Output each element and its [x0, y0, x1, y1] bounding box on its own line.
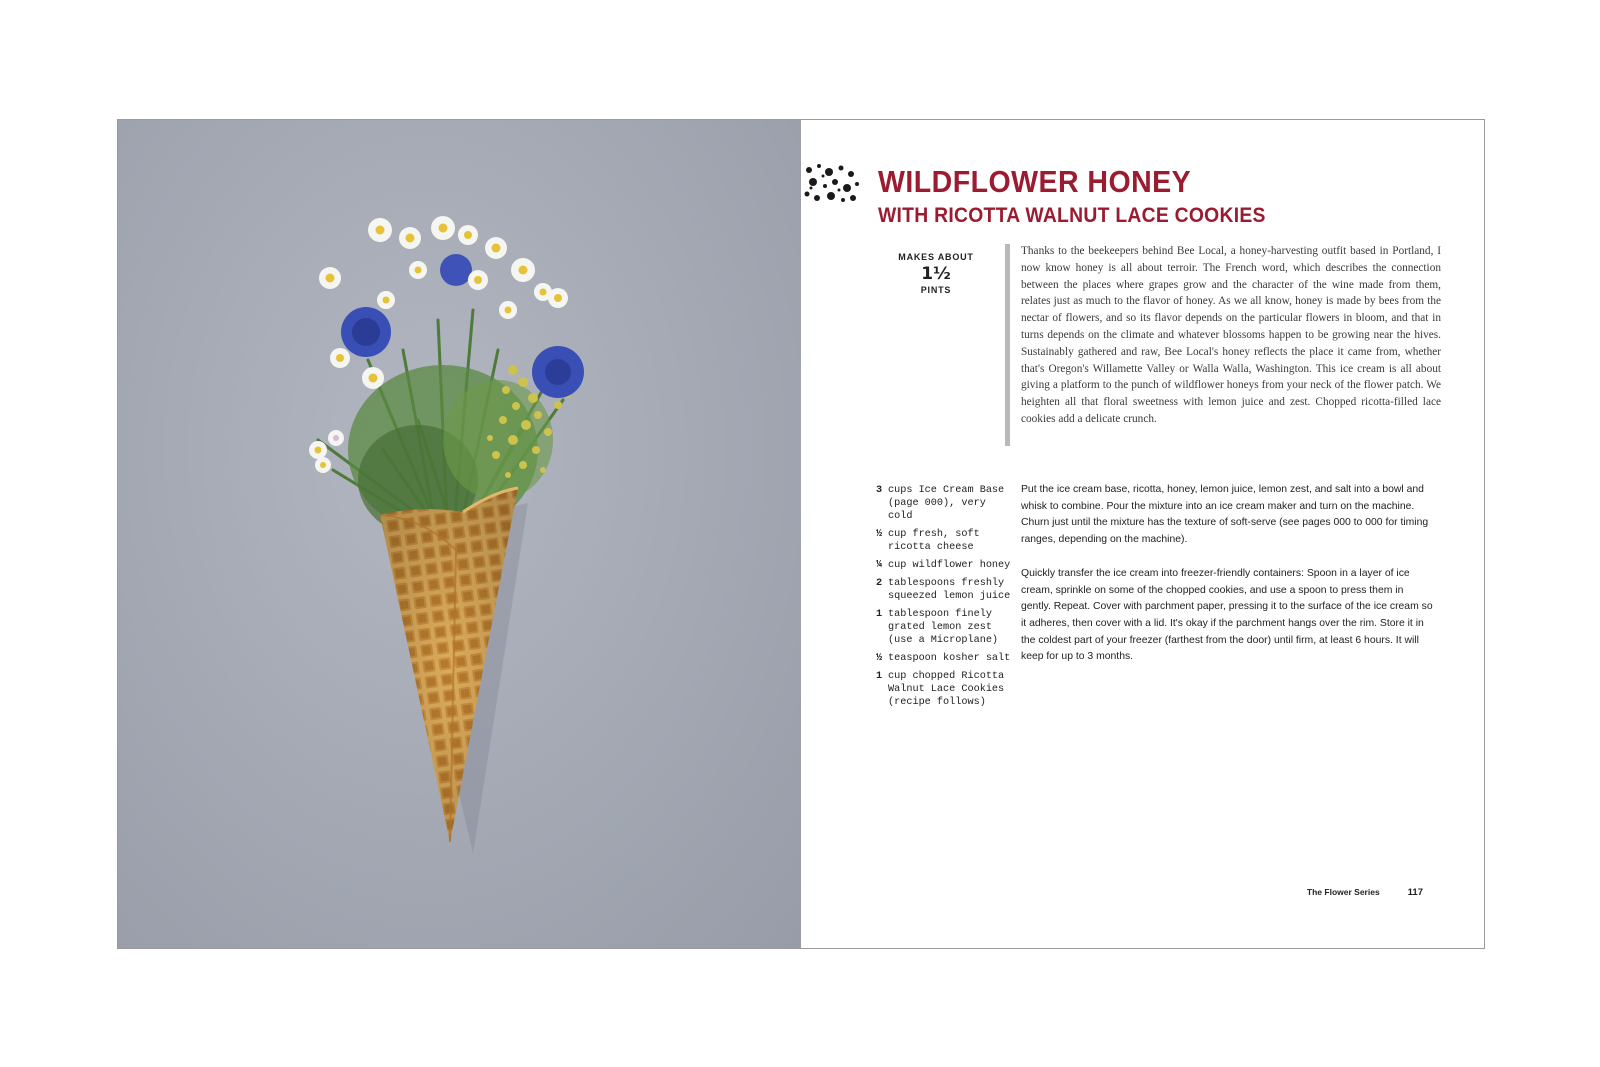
recipe-subtitle: WITH RICOTTA WALNUT LACE COOKIES [878, 204, 1266, 227]
ingredient-qty: 1 [876, 609, 883, 620]
ingredient-item [876, 528, 1016, 554]
yield-amount: 1½ [921, 264, 951, 284]
ingredient-qty: ½ [876, 529, 883, 540]
ingredient-qty: ½ [876, 653, 883, 664]
flower-cone-photo [118, 120, 801, 948]
ingredient-item [876, 670, 1016, 709]
book-spread [117, 119, 1485, 949]
ingredient-item [876, 577, 1016, 603]
ingredient-item [876, 559, 1016, 572]
ingredient-text: tablespoon finely grated lemon zest (use a Microplane) [888, 609, 999, 646]
ingredient-item [876, 608, 1016, 647]
series-name: The Flower Series [1306, 887, 1380, 897]
method-section [1021, 482, 1436, 683]
ingredient-qty: 3 [876, 485, 883, 496]
wildflower-cone-illustration [118, 120, 801, 948]
intro-rule [1005, 244, 1010, 446]
ingredient-text: cup fresh, soft ricotta cheese [888, 529, 980, 553]
yield-block [886, 252, 986, 295]
speckle-ornament-icon [801, 160, 861, 206]
recipe-intro: Thanks to the beekeepers behind Bee Local, a honey-harvesting outfit based in Portland, I now know honey is all about terroir. The French word, which describes the connection between the places where grapes grow and the character of the wine made from them, relates just as much to the flavor of honey. As we all know, honey is made by bees from the nectar of flowers, and so its flavor depends on the particular flowers in bloom, and that in turns depends on the climate and whatever blossoms happen to be growing near the hives. Sustainably gathered and raw, Bee Local's honey reflects the place it came from, whether that's Oregon's Willamette Valley or Walla Walla, Washington. This ice cream is all about giving a platform to the punch of wildflower honeys from your neck of the flower patch. We heighten all that floral sweetness with lemon juice and zest. Chopped ricotta-filled lace cookies add a delicate crunch. [1021, 245, 1441, 425]
recipe-page [801, 120, 1484, 948]
ingredient-list [876, 484, 1016, 714]
yield-unit: PINTS [920, 285, 952, 295]
method-step: Put the ice cream base, ricotta, honey, lemon juice, lemon zest, and salt into a bowl and whisk to combine. Pour the mixture into an ice cream maker and turn on the machine. Churn just until the mixture has the texture of soft-serve (see pages 000 to 000 for timing ranges, depending on the machine). [1021, 484, 1429, 546]
ingredient-text: cup chopped Ricotta Walnut Lace Cookies (recipe follows) [888, 671, 1005, 708]
page-number: 117 [1407, 887, 1423, 898]
page-footer [1298, 887, 1423, 898]
ingredient-item [876, 652, 1016, 665]
ingredient-qty: 1 [876, 671, 883, 682]
ingredient-text: teaspoon kosher salt [888, 653, 1011, 664]
yield-label: MAKES ABOUT [898, 252, 974, 262]
ingredient-item [876, 484, 1016, 523]
ingredient-text: cups Ice Cream Base (page 000), very cold [888, 485, 1005, 522]
ingredient-qty: 2 [876, 578, 883, 589]
ingredient-qty: ¼ [876, 560, 883, 571]
ingredient-text: tablespoons freshly squeezed lemon juice [888, 578, 1011, 602]
recipe-title: WILDFLOWER HONEY [878, 164, 1192, 199]
method-step: Quickly transfer the ice cream into freezer-friendly containers: Spoon in a layer of ice cream, sprinkle on some of the chopped cookies, and use a spoon to press them in gently. Repeat. Cover with parchment paper, pressing it to the surface of the ice cream so it adheres, then cover with a lid. It's okay if the parchment hangs over the rim. Store it in the coldest part of your freezer (farthest from the door) until firm, at least 6 hours. It will keep for up to 3 months. [1021, 567, 1433, 663]
ingredient-text: cup wildflower honey [888, 560, 1011, 571]
